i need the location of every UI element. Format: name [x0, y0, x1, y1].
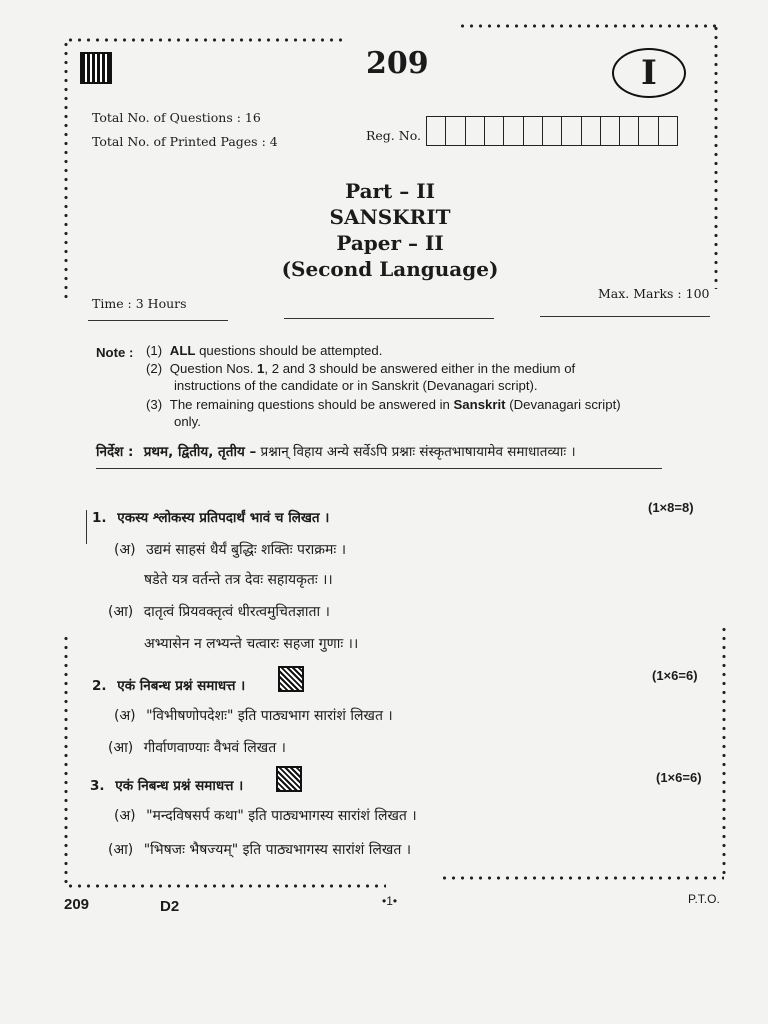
qr-code-icon [278, 666, 304, 692]
nirdesh-line: निर्देश : प्रथम, द्वितीय, तृतीय – प्रश्नान् विहाय अन्ये सर्वेऽपि प्रश्नाः संस्कृतभाषायामेव समाधातव्याः । [96, 444, 576, 460]
reg-label: Reg. No. [366, 128, 421, 143]
question-3: 3. एकं निबन्ध प्रश्नं समाधत्त । [90, 778, 244, 794]
q2-part-a: (अ) "विभीषणोपदेशः" इति पाठ्यभाग सारांशं लिखत । [114, 708, 393, 724]
note-label: Note : [96, 345, 134, 360]
q1-part-a: (अ) उद्यमं साहसं धैर्यं बुद्धिः शक्तिः पराक्रमः । [114, 542, 347, 558]
left-border-lower [64, 634, 68, 884]
q1-part-b-line2: अभ्यासेन न लभ्यन्ते चत्वारः सहजा गुणाः ।। [144, 636, 359, 652]
exam-time: Time : 3 Hours [92, 296, 187, 311]
total-pages: Total No. of Printed Pages : 4 [92, 134, 278, 149]
q3-part-a: (अ) "मन्दविषसर्प कथा" इति पाठ्यभागस्य सारांशं लिखत । [114, 808, 417, 824]
q1-part-b: (आ) दातृत्वं प्रियवक्तृत्वं धीरत्वमुचितज्ञाता । [108, 604, 330, 620]
q1-part-a-line2: षडेते यत्र वर्तन्ते तत्र देवः सहायकृतः ।। [144, 572, 333, 588]
note-item-3: (3) The remaining questions should be answered in Sanskrit (Devanagari script) only. [146, 397, 621, 429]
question-2: 2. एकं निबन्ध प्रश्नं समाधत्त । [92, 678, 246, 694]
top-border-left [66, 38, 348, 42]
right-border [714, 24, 718, 289]
divider-2 [284, 318, 494, 319]
divider-4 [96, 468, 662, 469]
question-1-marker [86, 510, 87, 544]
left-border [64, 40, 68, 300]
title-part: Part – II [345, 179, 435, 203]
divider-1 [88, 320, 228, 321]
note-item-2: (2) Question Nos. 1, 2 and 3 should be answered either in the medium of instructions of the candidate or in Sanskrit (Devanagari script). [146, 361, 576, 393]
question-2-marks: (1×6=6) [652, 668, 698, 683]
max-marks: Max. Marks : 100 [598, 286, 710, 301]
paper-code: 209 [366, 46, 429, 81]
top-border-right [458, 24, 716, 28]
reg-number-boxes[interactable] [426, 116, 678, 146]
total-questions: Total No. of Questions : 16 [92, 110, 261, 125]
question-1-marks: (1×8=8) [648, 500, 694, 515]
qr-code-icon [276, 766, 302, 792]
title-subject: SANSKRIT [329, 205, 451, 229]
question-3-marks: (1×6=6) [656, 770, 702, 785]
footer-code: 209 [64, 896, 90, 913]
question-1: 1. एकस्य श्लोकस्य प्रतिपदार्थं भावं च लिखत । [92, 510, 330, 526]
q2-part-b: (आ) गीर्वाणवाण्याः वैभवं लिखत । [108, 740, 286, 756]
title-paper: Paper – II [336, 231, 444, 255]
set-badge [612, 48, 686, 98]
title-language: (Second Language) [281, 257, 499, 281]
page-number: •1• [382, 894, 398, 908]
q3-part-b: (आ) "भिषजः भैषज्यम्" इति पाठ्यभागस्य सारांशं लिखत । [108, 842, 412, 858]
qr-code-icon [80, 52, 112, 84]
note-item-1: (1) ALL questions should be attempted. [146, 343, 383, 358]
footer-series: D2 [160, 898, 180, 915]
right-border-lower [722, 625, 726, 875]
bottom-border-left [66, 884, 386, 888]
bottom-border-right [440, 876, 724, 880]
title-block [240, 178, 540, 282]
set-label: I [641, 53, 657, 93]
divider-3 [540, 316, 710, 317]
pto-label: P.T.O. [688, 892, 720, 906]
